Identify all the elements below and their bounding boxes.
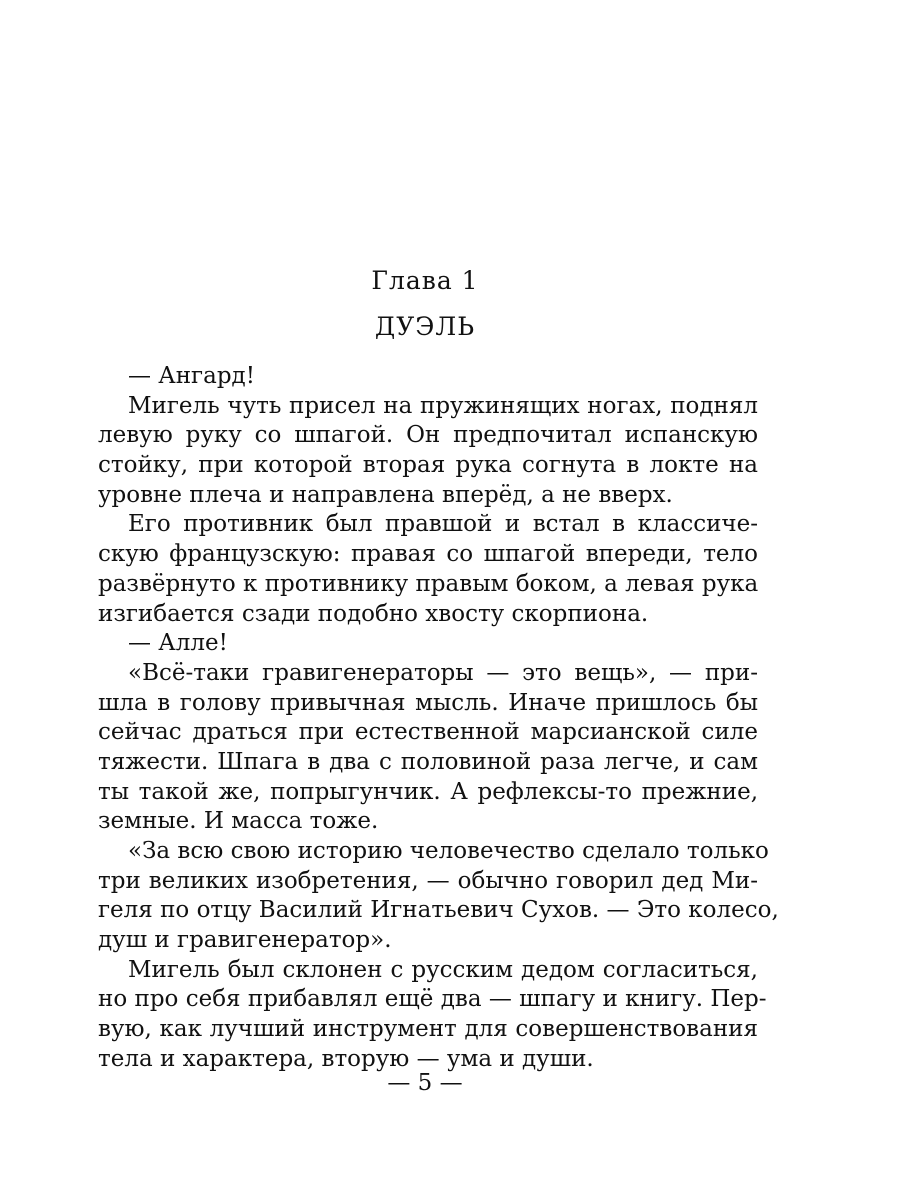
text-line: шла в голову привычная мысль. Иначе пришлось бы bbox=[98, 689, 758, 716]
chapter-title: ДУЭЛЬ bbox=[374, 312, 476, 341]
page-number: — 5 — bbox=[387, 1070, 463, 1096]
text-line: Мигель был склонен с русским дедом согласиться, bbox=[128, 956, 758, 983]
text-line: тяжести. Шпага в два с половиной раза легче, и сам bbox=[98, 748, 758, 775]
text-line: ты такой же, попрыгунчик. А рефлексы-то прежние, bbox=[98, 778, 758, 805]
text-line: «Всё-таки гравигенераторы — это вещь», — при- bbox=[128, 659, 758, 686]
text-line: но про себя прибавлял ещё два — шпагу и книгу. Пер- bbox=[98, 986, 767, 1013]
text-line: изгибается сзади подобно хвосту скорпиона. bbox=[98, 600, 649, 627]
text-line: уровне плеча и направлена вперёд, а не вверх. bbox=[98, 481, 673, 508]
text-line: развёрнуто к противнику правым боком, а левая рука bbox=[98, 570, 759, 597]
text-line: геля по отцу Василий Игнатьевич Сухов. — Это колесо, bbox=[98, 897, 779, 924]
text-line: скую французскую: правая со шпагой впереди, тело bbox=[98, 541, 758, 568]
text-line: вую, как лучший инструмент для совершенствования bbox=[98, 1016, 758, 1043]
text-line: — Алле! bbox=[128, 630, 228, 657]
text-line: Его противник был правшой и встал в классиче- bbox=[128, 511, 758, 538]
chapter-number: Глава 1 bbox=[371, 266, 479, 295]
text-line: Мигель чуть присел на пружинящих ногах, поднял bbox=[128, 392, 758, 419]
text-line: тела и характера, вторую — ума и души. bbox=[98, 1045, 594, 1072]
text-line: душ и гравигенератор». bbox=[98, 927, 392, 954]
text-line: три великих изобретения, — обычно говорил дед Ми- bbox=[98, 867, 758, 894]
text-line: — Ангард! bbox=[128, 363, 255, 389]
text-line: стойку, при которой вторая рука согнута в локте на bbox=[98, 452, 758, 479]
text-line: «За всю свою историю человечество сделало только bbox=[128, 838, 769, 864]
text-line: сейчас драться при естественной марсианской силе bbox=[98, 719, 758, 746]
chapter-body bbox=[98, 362, 779, 1075]
text-line: левую руку со шпагой. Он предпочитал испанскую bbox=[98, 422, 758, 449]
text-line: земные. И масса тоже. bbox=[98, 808, 379, 835]
